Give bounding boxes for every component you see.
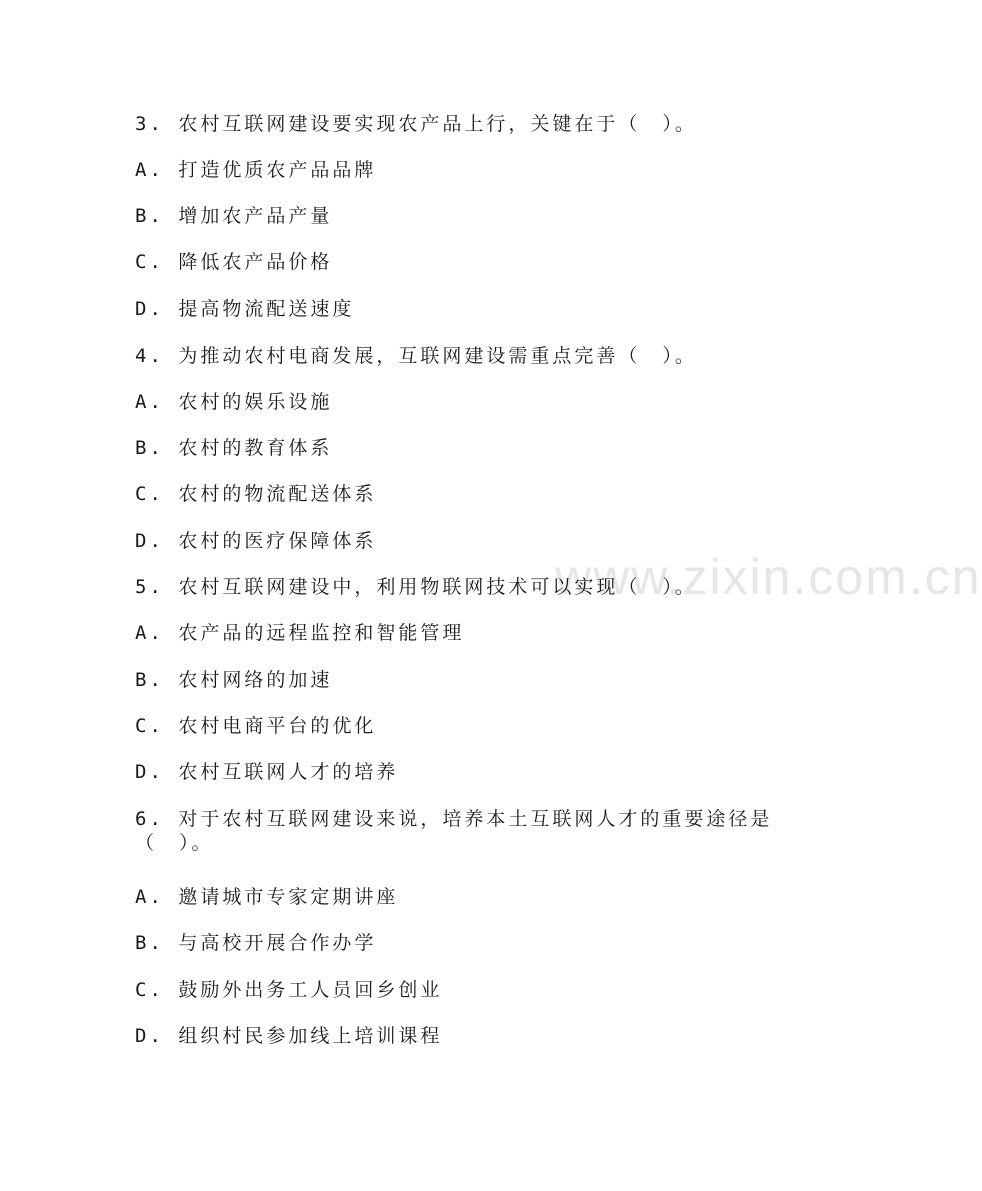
question-6-option-c: C. 鼓励外出务工人员回乡创业 bbox=[135, 979, 443, 1001]
question-5-option-d: D. 农村互联网人才的培养 bbox=[135, 761, 399, 783]
question-5-option-b: B. 农村网络的加速 bbox=[135, 669, 333, 691]
question-6-option-b: B. 与高校开展合作办学 bbox=[135, 932, 377, 954]
question-6: 6. 对于农村互联网建设来说，培养本土互联网人才的重要途径是（ ）。 bbox=[135, 808, 773, 854]
question-4-option-a: A. 农村的娱乐设施 bbox=[135, 391, 333, 413]
watermark: www.zixin.com.cn bbox=[555, 549, 982, 605]
question-4-option-b: B. 农村的教育体系 bbox=[135, 437, 333, 459]
question-5: 5. 农村互联网建设中，利用物联网技术可以实现（ ）。 bbox=[135, 576, 697, 598]
question-4: 4. 为推动农村电商发展，互联网建设需重点完善（ ）。 bbox=[135, 345, 697, 367]
question-3-option-a: A. 打造优质农产品品牌 bbox=[135, 159, 377, 181]
question-3-option-c: C. 降低农产品价格 bbox=[135, 251, 333, 273]
question-5-option-c: C. 农村电商平台的优化 bbox=[135, 715, 377, 737]
question-3-option-b: B. 增加农产品产量 bbox=[135, 205, 333, 227]
question-3-option-d: D. 提高物流配送速度 bbox=[135, 298, 355, 320]
question-6-option-d: D. 组织村民参加线上培训课程 bbox=[135, 1025, 443, 1047]
question-5-option-a: A. 农产品的远程监控和智能管理 bbox=[135, 622, 465, 644]
question-4-option-c: C. 农村的物流配送体系 bbox=[135, 483, 377, 505]
question-4-option-d: D. 农村的医疗保障体系 bbox=[135, 530, 377, 552]
question-3: 3. 农村互联网建设要实现农产品上行，关键在于（ ）。 bbox=[135, 113, 697, 135]
question-6-option-a: A. 邀请城市专家定期讲座 bbox=[135, 886, 399, 908]
